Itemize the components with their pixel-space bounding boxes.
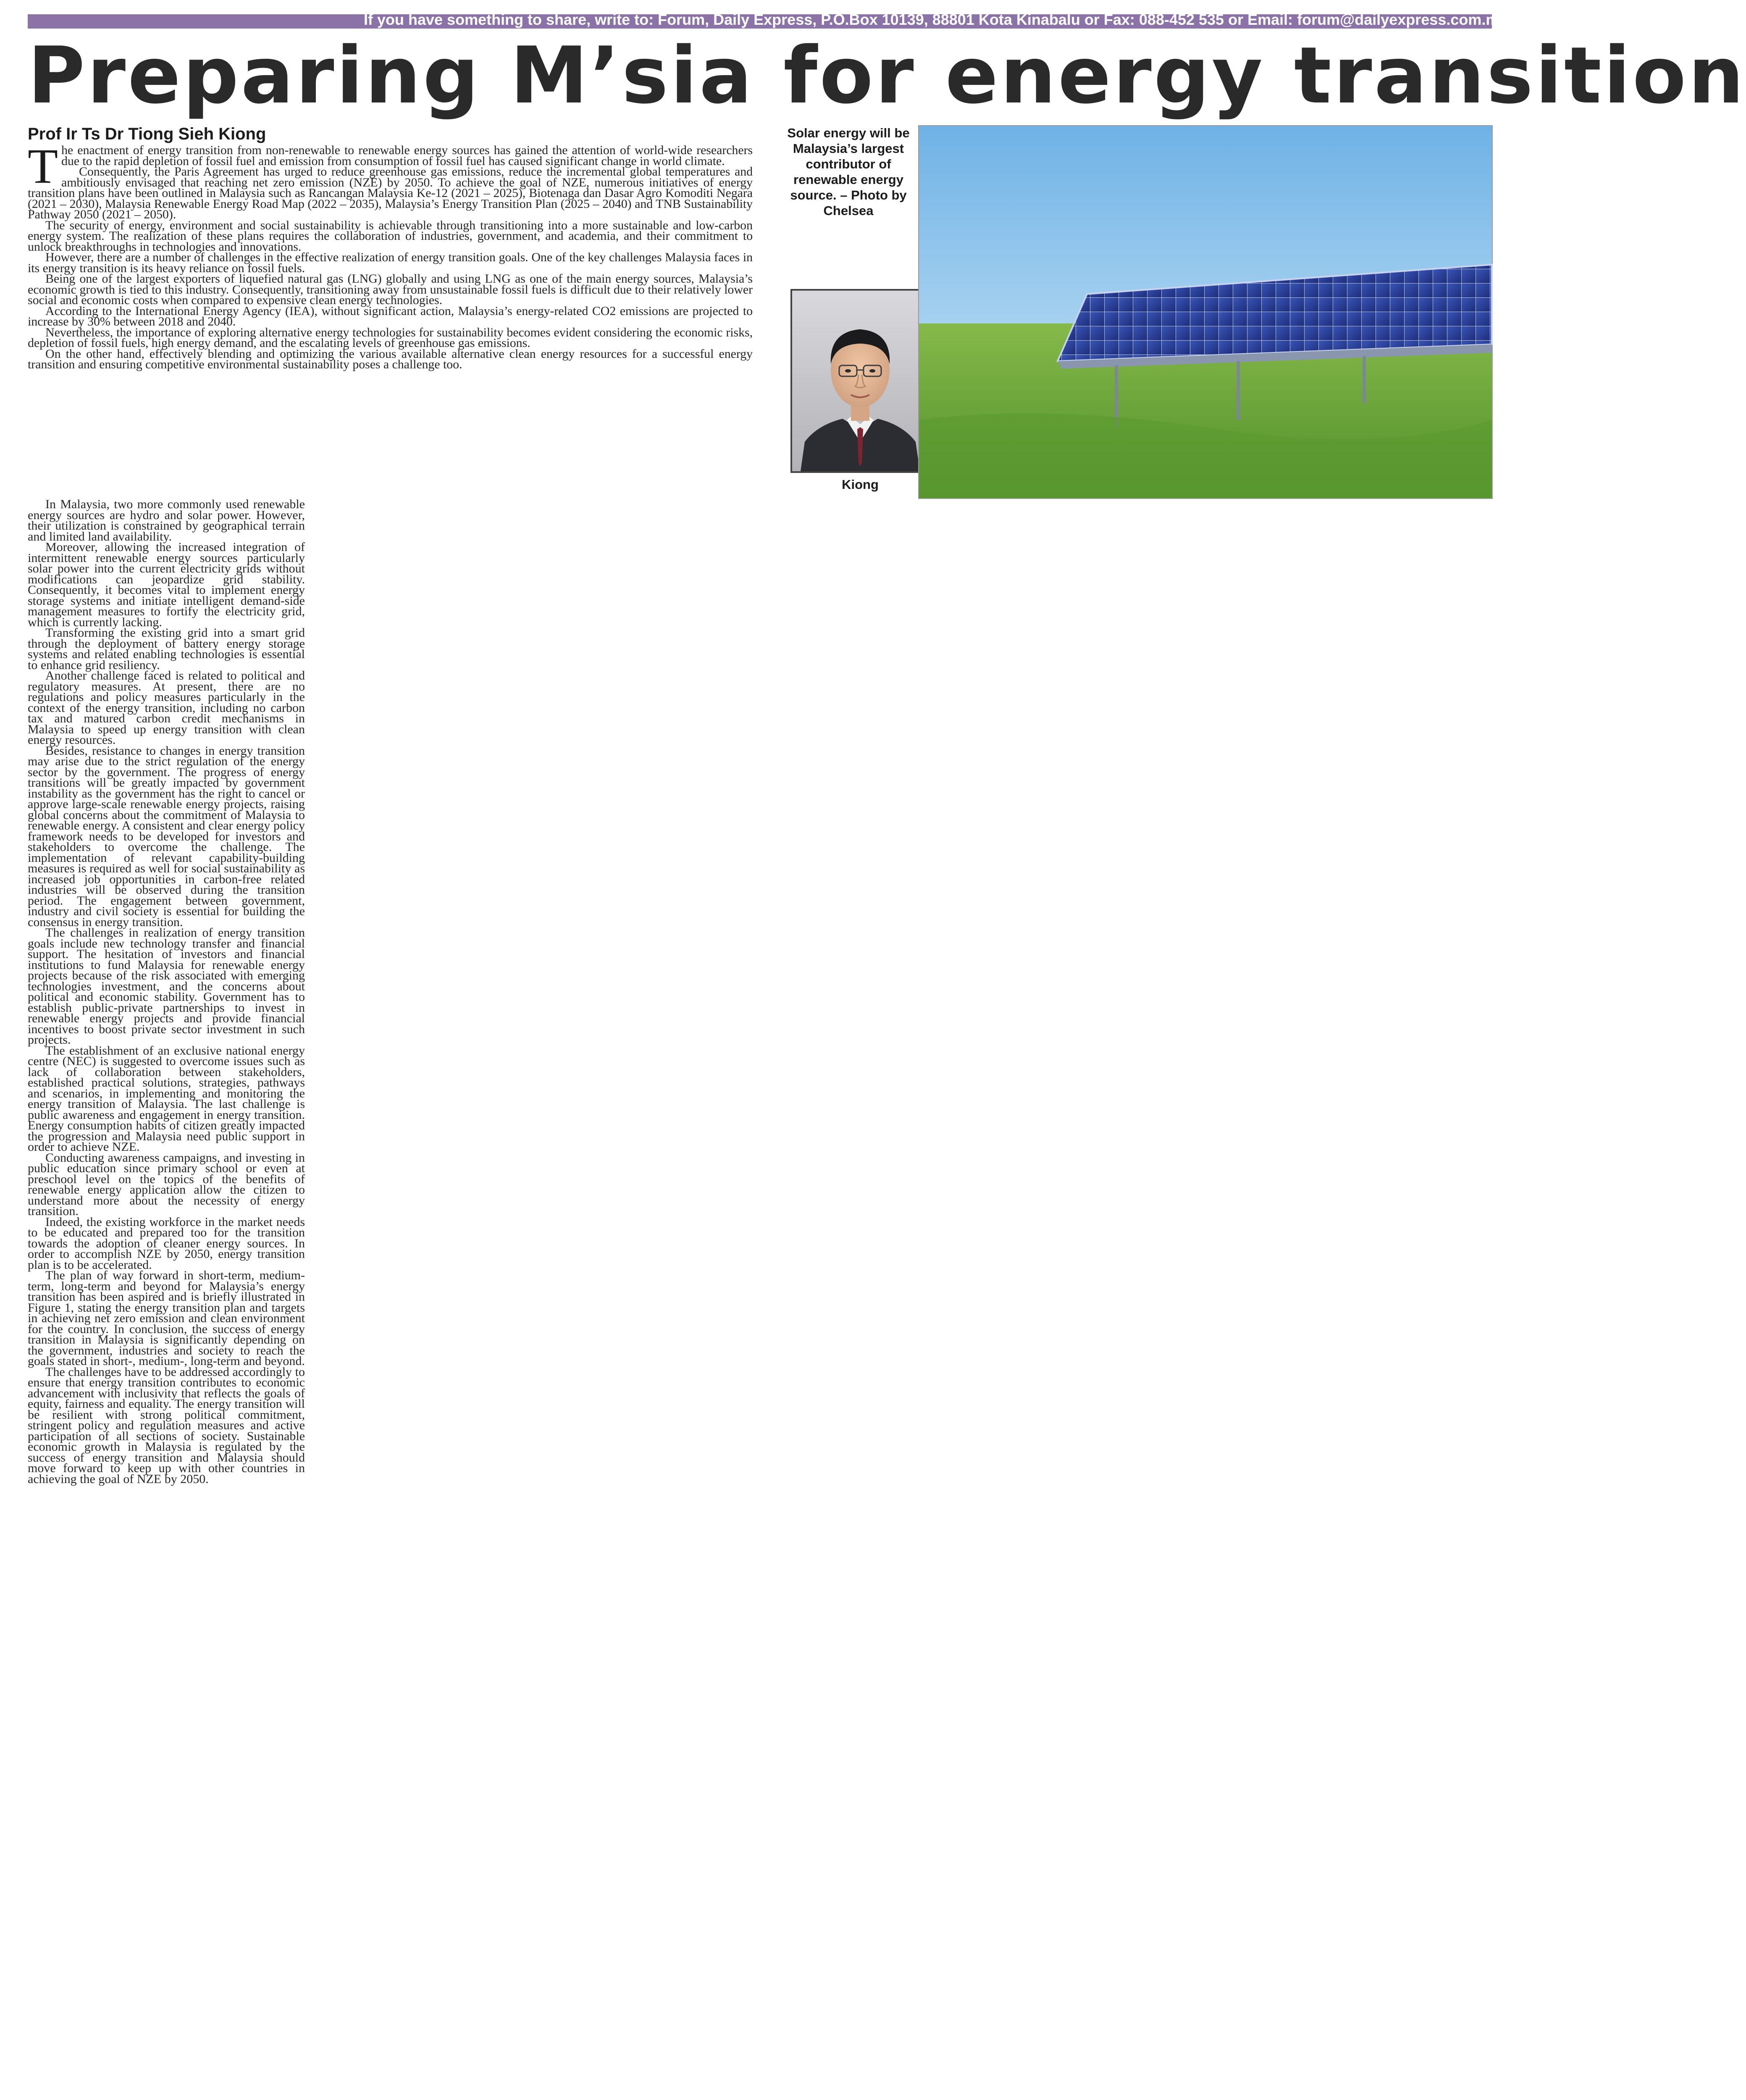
column-paragraph: Transforming the existing grid into a smart grid through the deployment of battery energy storage systems and related enabling technologies is essential to enhance grid resiliency. <box>28 626 305 672</box>
author-portrait <box>790 289 930 473</box>
article-column <box>28 499 305 2100</box>
column-paragraph: Moreover, allowing the increased integration of intermittent renewable energy sources particularly solar power into the current electricity grids without modifications can jeopardize grid stability. Consequently, it becomes vital to implement energy storage systems and initiate intelligent demand-side management measures to fortify the electricity grid, which is currently lacking. <box>28 540 305 629</box>
column-paragraph: The challenges have to be addressed accordingly to ensure that energy transition contributes to economic advancement with inclusivity that reflects the goals of equity, fairness and equality. The energy transition will be resilient with strong political commitment, stringent policy and regulation measures and active participation of all sections of society. Sustainable economic growth in Malaysia is regulated by the success of energy transition and Malaysia should move forward to keep up with other countries in achieving the goal of NZE by 2050. <box>28 1365 305 1486</box>
lead-paragraph: The enactment of energy transition from non-renewable to renewable energy sources has gained the attention of world-wide researchers due to the rapid depletion of fossil fuel and emission from consumption of fossil fuel has caused significant change in world climate. <box>28 139 753 194</box>
column-paragraph: Besides, resistance to changes in energy transition may arise due to the strict regulation of the energy sector by the government. The progress of energy transitions will be greatly impacted by government instability as the government has the right to cancel or approve large-scale renewable energy projects, raising global concerns about the commitment of Malaysia to renewable energy. A consistent and clear energy policy framework needs to be developed for investors and stakeholders to overcome the challenge. The implementation of relevant capability-building measures is required as well for social sustainability as increased job opportunities in carbon-free related industries will be observed during the transition period. The engagement between government, industry and civil society is essential for building the consensus in energy transition. <box>28 743 305 929</box>
column-paragraph: Indeed, the existing workforce in the market needs to be educated and prepared too for the transition towards the adoption of cleaner energy sources. In order to accomplish NZE by 2050, energy transition plan is to be accelerated. <box>28 1215 305 1272</box>
column-paragraph: Another challenge faced is related to political and regulatory measures. At present, there are no regulations and policy measures particularly in the context of the energy transition, including no carbon tax and matured carbon credit mechanisms in Malaysia to speed up energy transition with clean energy resources. <box>28 669 305 747</box>
lead-paragraph: The security of energy, environment and social sustainability is achievable through transitioning into a more sustainable and low-carbon energy system. The realization of these plans requires the collaboration of industries, government, and academia, and their commitment to unlock breakthroughs in technologies and innovations. <box>28 218 753 254</box>
column-paragraph: Conducting awareness campaigns, and investing in public education since primary school or even at preschool level on the topics of the benefits of renewable energy application allow the citizen to understand more about the necessity of energy transition. <box>28 1150 305 1218</box>
solar-farm-photo <box>918 125 1493 499</box>
solar-panel-illustration <box>919 126 1492 498</box>
forum-contact-line: If you have something to share, write to: Forum, Daily Express, P.O.Box 10139, 88801 Kota Kinabalu or Fax: 088-452 535 or Email: forum@dailyexpress.com.my <box>364 11 1508 28</box>
column-paragraph: The plan of way forward in short-term, medium-term, long-term and beyond for Malaysia’s energy transition has been aspired and is briefly illustrated in Figure 1, stating the energy transition plan and targets in achieving net zero emission and clean environment for the country. In conclusion, the success of energy transition in Malaysia is significantly depending on the government, industries and society to reach the goals stated in short-, medium-, long-term and beyond. <box>28 1268 305 1368</box>
photo-caption: Solar energy will be Malaysia’s largest contributor of renewable energy source. – Photo by Chelsea <box>787 126 910 218</box>
column-paragraph: The establishment of an exclusive national energy centre (NEC) is suggested to overcome issues such as lack of collaboration between stakeholders, established practical solutions, strategies, pathways and scenarios, in implementing and monitoring the energy transition of Malaysia. The last challenge is public awareness and engagement in energy transition. Energy consumption habits of citizen greatly impacted the progression and Malaysia need public support in order to achieve NZE. <box>28 1043 305 1154</box>
lead-paragraph: Nevertheless, the importance of exploring alternative energy technologies for sustainability becomes evident considering the economic risks, depletion of fossil fuels, high energy demand, and the escalating levels of greenhouse gas emissions. <box>28 325 753 350</box>
lead-paragraph: According to the International Energy Agency (IEA), without significant action, Malaysia’s energy-related CO2 emissions are projected to increase by 30% between 2018 and 2040. <box>28 304 753 328</box>
column-paragraph: The challenges in realization of energy transition goals include new technology transfer and financial support. The hesitation of investors and financial institutions to fund Malaysia for renewable energy projects because of the risk associated with emerging technologies investment, and the concerns about political and economic stability. Government has to establish public-private partnerships to invest in renewable energy projects and provide financial incentives to boost private sector investment in such projects. <box>28 926 305 1047</box>
top-banner <box>28 11 1508 29</box>
headline: Preparing M’sia for energy transition <box>28 30 1746 121</box>
byline: Prof Ir Ts Dr Tiong Sieh Kiong <box>28 125 266 143</box>
lead-paragraph: On the other hand, effectively blending and optimizing the various available alternative clean energy resources for a successful energy transition and ensuring competitive environmental sustainability poses a challenge too. <box>28 346 753 371</box>
column-paragraph: In Malaysia, two more commonly used renewable energy sources are hydro and solar power. However, their utilization is constrained by geographical terrain and limited land availability. <box>28 497 305 543</box>
lead-paragraph: Being one of the largest exporters of liquefied natural gas (LNG) globally and using LNG as one of the main energy sources, Malaysia’s economic growth is tied to this industry. Consequently, transitioning away from unsustainable fossil fuels is difficult due to their relatively lower social and economic costs when compared to expensive clean energy technologies. <box>28 272 753 307</box>
portrait-illustration <box>792 291 928 471</box>
lead-paragraph: However, there are a number of challenges in the effective realization of energy transition goals. One of the key challenges Malaysia faces in its energy transition is its heavy reliance on fossil fuels. <box>28 250 753 275</box>
portrait-caption: Kiong <box>842 477 879 492</box>
lead-text-block <box>28 139 753 499</box>
drop-cap: T <box>28 139 58 194</box>
lead-paragraph: Consequently, the Paris Agreement has urged to reduce greenhouse gas emissions, reduce the incremental global temperatures and ambitiously envisaged that reaching net zero emission (NZE) by 2050. To achieve the goal of NZE, numerous initiatives of energy transition plans have been outlined in Malaysia such as Rancangan Malaysia Ke-12 (2021 – 2025), Biotenaga dan Dasar Agro Komoditi Negara (2021 – 2030), Malaysia Renewable Energy Road Map (2022 – 2035), Malaysia’s Energy Transition Plan (2025 – 2040) and TNB Sustainability Pathway 2050 (2021 – 2050). <box>28 165 753 221</box>
